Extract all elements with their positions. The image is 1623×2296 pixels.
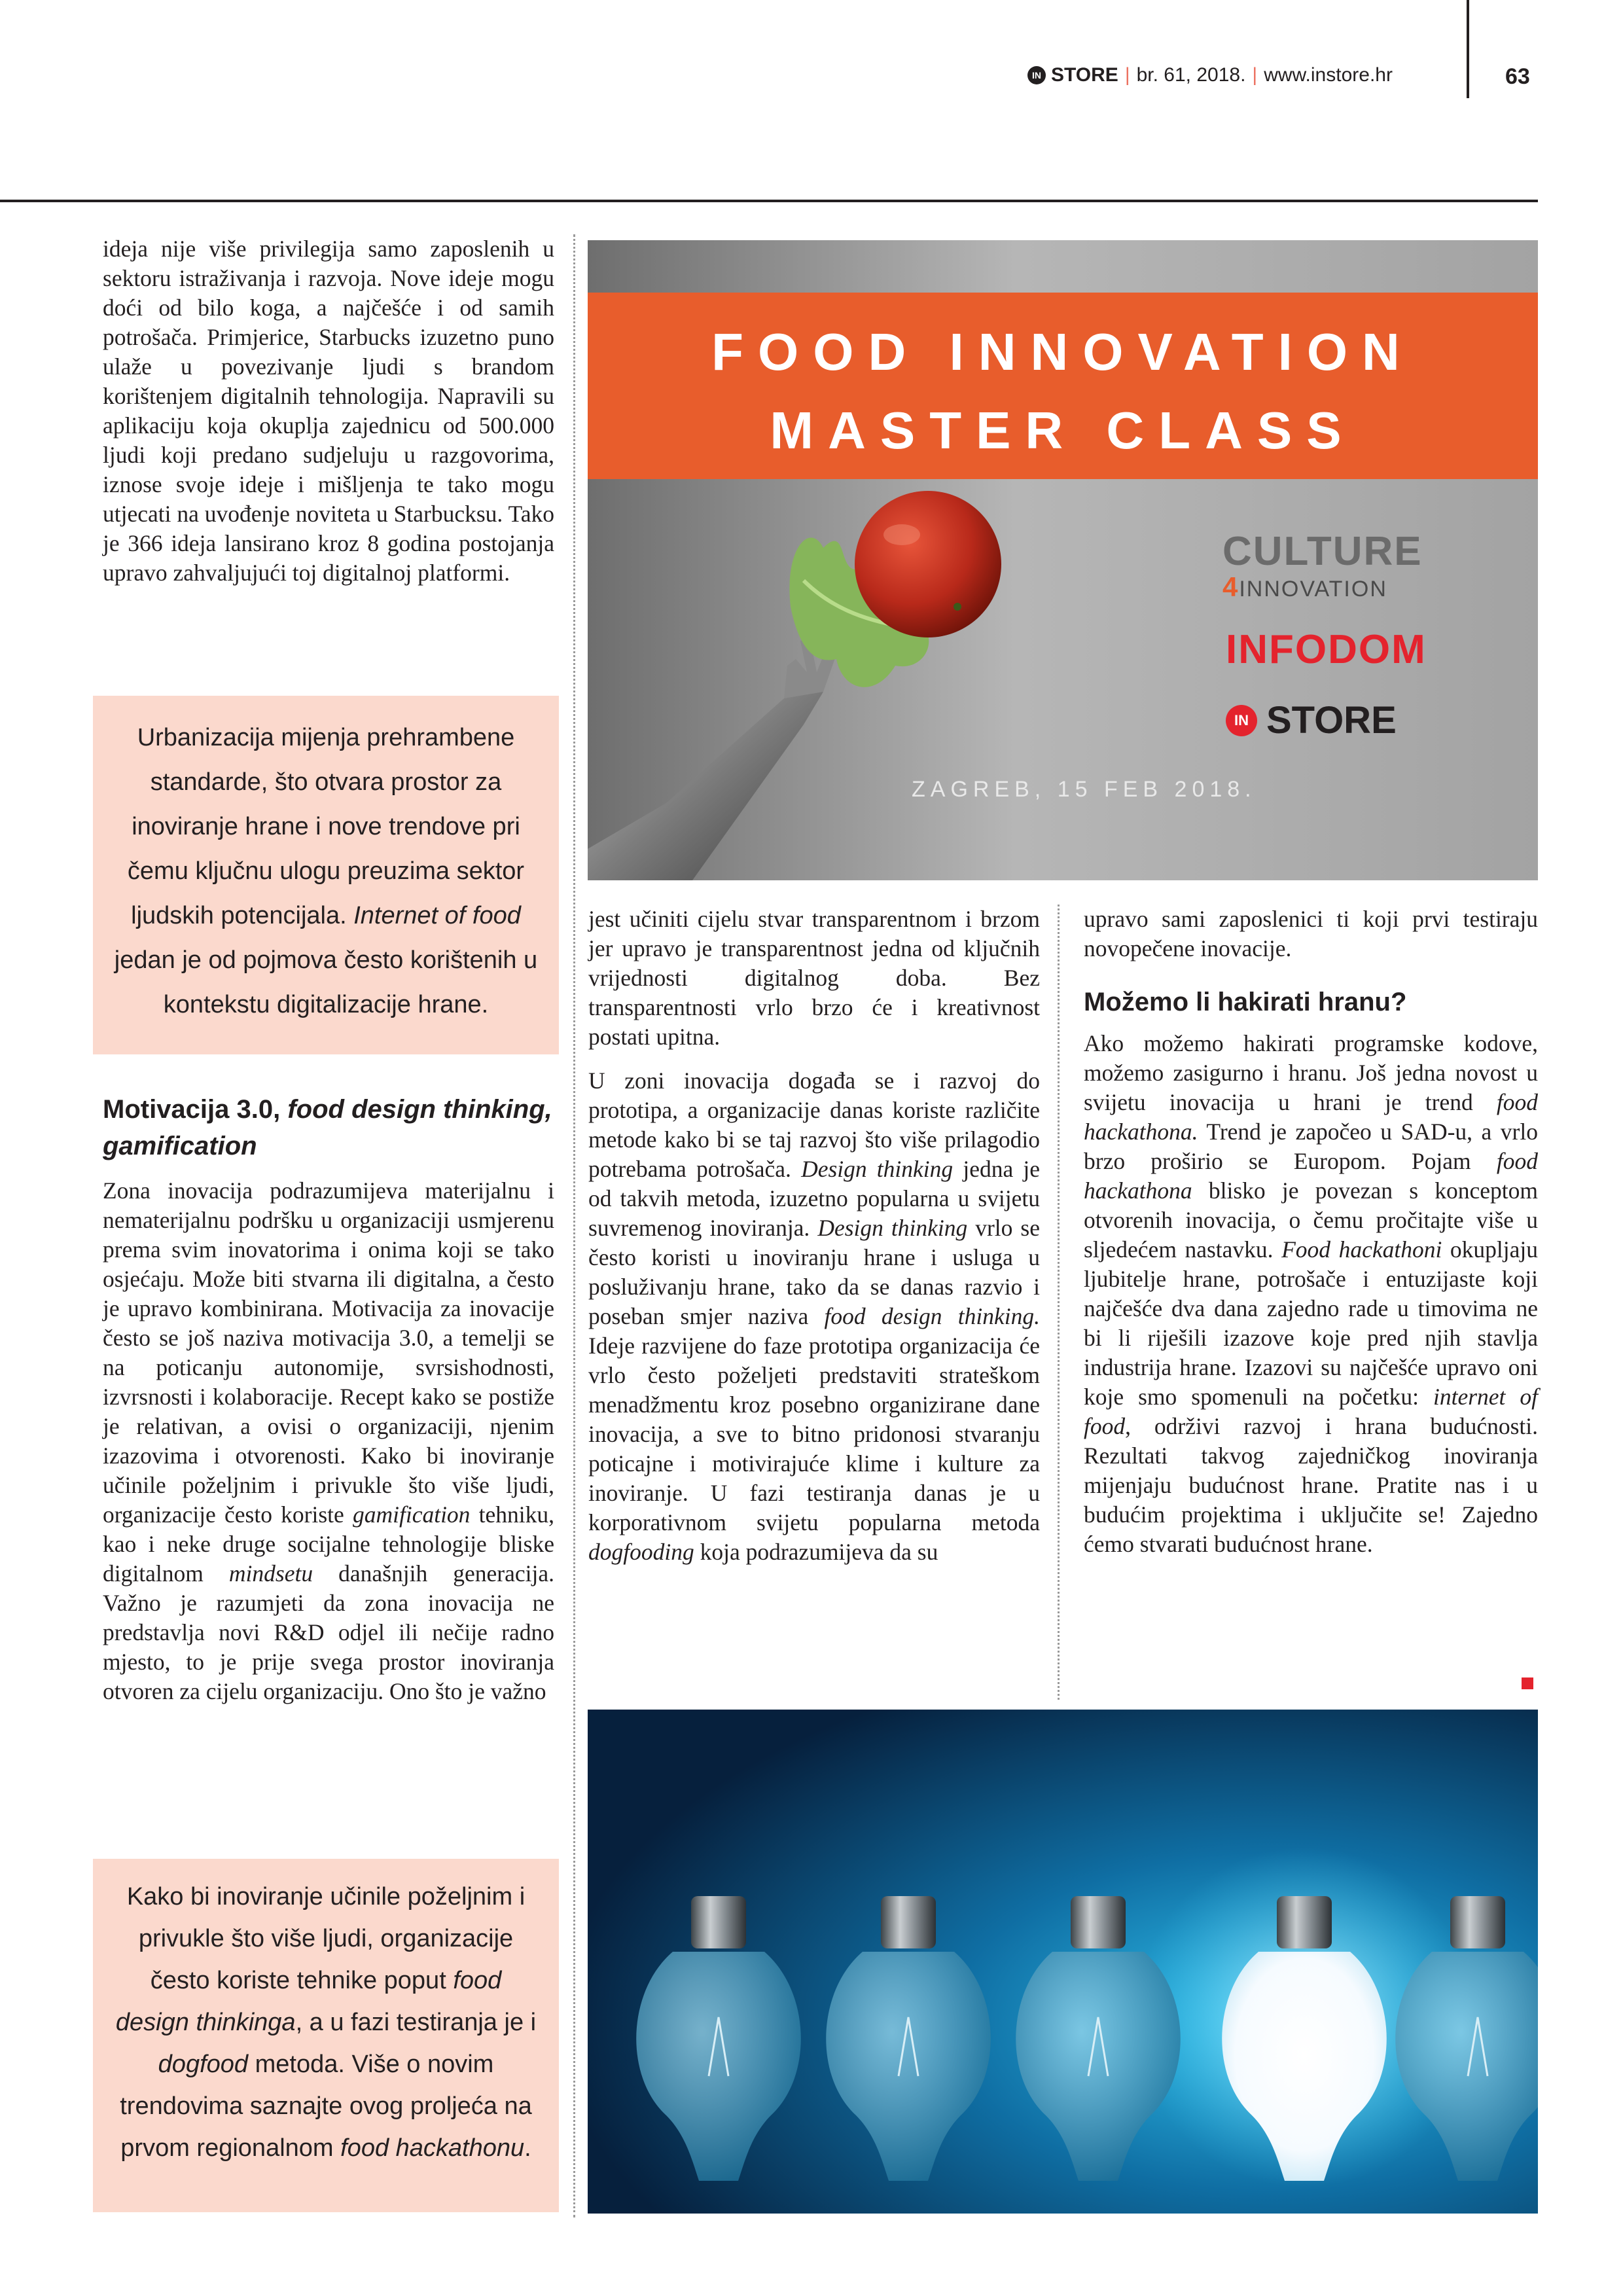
poster-title-line1: FOOD INNOVATION [711, 323, 1414, 381]
instore-logo-icon: IN [1226, 705, 1257, 736]
text-run: koja podrazumijeva da su [694, 1539, 938, 1565]
heading-italic: food design thinking, gamification [103, 1095, 552, 1160]
header-website[interactable]: www.instore.hr [1264, 64, 1393, 86]
pull-quote-text: jedan je od pojmova često korištenih u kontekstu digitalizacije hrane. [114, 946, 538, 1018]
italic-term: Design thinking [817, 1215, 968, 1241]
italic-term: dogfooding [588, 1539, 694, 1565]
pull-quote-text: metoda. Više o novim trendovima saznajte ovog proljeća na prvom regionalnom [120, 2051, 532, 2162]
culture4innovation-logo-sub [1222, 571, 1387, 603]
text-run: Ideje razvijene do faze prototipa organizacija će vrlo često poželjeti predstaviti strateškom menadžmentu kroz posebno organizirane dane inovacija, a sve to bitno pridonosi stvaranju poticajne i motivirajuće klime i kulture za inoviranje. U fazi testiranja danas je u korporativnom svijetu popularna metoda [588, 1333, 1040, 1535]
logo-store-text: STORE [1266, 699, 1397, 742]
left-column-top-text [103, 234, 554, 588]
text-run: Trend je započeo u SAD-u, a vrlo brzo proširio se Europom. Pojam [1084, 1119, 1538, 1174]
italic-term: gamification [352, 1501, 471, 1528]
section-heading-motivacija [103, 1091, 554, 1164]
article-end-mark [1522, 1677, 1533, 1689]
pull-quote-text: Urbanizacija mijenja prehrambene standarde, što otvara prostor za inoviranje hrane i nove trendove pri čemu ključnu ulogu preuzima sektor ljudskih potencijala. [127, 724, 525, 929]
italic-term: food design thinking. [824, 1303, 1040, 1329]
instore-logo [1226, 698, 1397, 742]
header-rule [0, 200, 1538, 202]
paragraph: upravo sami zaposlenici ti koji prvi testiraju novopečene inovacije. [1084, 906, 1538, 961]
text-run: Ako možemo hakirati programske kodove, možemo zasigurno i hranu. Još jedna novost u svijetu inovacija u hrani je trend [1084, 1030, 1538, 1115]
text-run: tehniku, kao i neke druge socijalne tehnologije bliske digitalnom [103, 1501, 554, 1587]
culture4innovation-logo: CULTURE [1222, 529, 1423, 574]
left-column-body [103, 1176, 554, 1706]
paragraph [1084, 1029, 1538, 1559]
column-divider [573, 234, 575, 2217]
text-run: vrlo se često koristi u inoviranju hrane i usluga u posluživanju hrane, tako da se danas razvio i poseban smjer naziva [588, 1215, 1040, 1329]
right-column-body [1084, 905, 1538, 1559]
text-run: blisko je povezan s konceptom otvorenih inovacija, o čemu pročitajte više u sljedećem nastavku. [1084, 1177, 1538, 1263]
pull-quote-text: . [524, 2134, 531, 2162]
pull-quote-text: Kako bi inoviranje učinile poželjnim i privukle što više ljudi, organizacije često koriste tehnike poput [126, 1883, 526, 1994]
logo-innovation: INNOVATION [1239, 577, 1387, 601]
header-issue: br. 61, 2018. [1136, 64, 1246, 86]
paragraph: ideja nije više privilegija samo zaposlenih u sektoru istraživanja i razvoja. Nove ideje mogu doći od bilo koga, a najčešće i od samih potrošača. Primjerice, Starbucks izuzetno puno ulaže u povezivanje ljudi s brandom korištenjem digitalnih tehnologija. Napravili su aplikaciju koja okuplja zajednicu od 500.000 ljudi koji predano sudjeluju u razgovorima, iznose svoje ideje i mišljenja te tako mogu utjecati na uvođenje noviteta u Starbucksu. Tako je 366 ideja lansirano kroz 8 godina postojanja upravo zahvaljujući toj digitalnoj platformi. [103, 236, 554, 586]
italic-term: food hackathona [1084, 1148, 1538, 1204]
italic-term: Food hackathoni [1281, 1236, 1442, 1263]
text-run: okupljaju ljubitelje hrane, potrošače i entuzijaste koji najčešće dva dana zajedno rade u timovima ne bi li riješili izazove koje pred njih stavlja industrija hrane. Izazovi su najčešće upravo oni koje smo spomenuli na početku: [1084, 1236, 1538, 1410]
text-run: U zoni inovacija događa se i razvoj do prototipa, a organizacije danas koriste različite metode kako bi se taj razvoj što više prilagodio potrebama potrošača. [588, 1067, 1040, 1182]
section-heading-hakirati: Možemo li hakirati hranu? [1084, 988, 1407, 1016]
header-vertical-rule [1467, 0, 1469, 98]
running-header [1027, 64, 1393, 86]
text-run: jedna je od takvih metoda, izuzetno popularna u svijetu suvremenog inoviranja. [588, 1156, 1040, 1241]
pull-quote-text: , a u fazi testiranja je i [295, 2009, 537, 2036]
text-run: Zona inovacija podrazumijeva materijalnu i nematerijalnu podršku u organizaciji usmjerenu prema svim inovatorima i onima koji se tako osjećaju. Može biti stvarna ili digitalna, a često je upravo kombinirana. Motivacija za inovacije često se još naziva motivacija 3.0, a temelji se na poticanju autonomije, svrsishodnosti, izvrsnosti i kolaboracije. Recept kako se postiže je relativan, a ovisi o organizaciji, njenim izazovima i otvorenosti. Kako bi inoviranje učinile poželjnim i privukle što više ljudi, organizacije često koriste [103, 1177, 554, 1528]
poster-title-line2: MASTER CLASS [770, 401, 1356, 459]
middle-column-body [588, 905, 1040, 1567]
italic-term: internet of food [1084, 1384, 1538, 1439]
pull-quote-italic: food design thinkinga [115, 1967, 502, 2036]
heading-text: Motivacija 3.0, [103, 1095, 288, 1124]
pull-quote-hackathon [93, 1859, 559, 2212]
infodom-logo: INFODOM [1226, 627, 1427, 672]
paragraph: jest učiniti cijelu stvar transparentnom i brzom jer upravo je transparentnost jedna od ključnih vrijednosti digitalnog doba. Bez transparentnosti vrlo brzo će i kreativnost postati upitna. [588, 906, 1040, 1050]
pull-quote-italic: Internet of food [353, 902, 521, 929]
italic-term: mindsetu [228, 1560, 313, 1587]
text-run: današnjih generacija. Važno je razumjeti da zona inovacija ne predstavlja novi R&D odjel ili nečije radno mjesto, to je prije svega prostor inoviranja otvoren za cijelu organizaciju. Ono što je važno [103, 1560, 554, 1704]
header-separator: | [1124, 64, 1130, 86]
paragraph [588, 1066, 1040, 1567]
page-number: 63 [1505, 64, 1530, 89]
column-divider [1058, 905, 1060, 1700]
paragraph [103, 1176, 554, 1706]
food-innovation-poster [588, 240, 1538, 880]
light-bulbs-photo [588, 1710, 1538, 2214]
pull-quote-italic: food hackathonu [340, 2134, 525, 2162]
header-brand: STORE [1051, 64, 1118, 86]
poster-date: ZAGREB, 15 FEB 2018. [912, 777, 1257, 802]
pull-quote-internet-of-food [93, 696, 559, 1054]
pull-quote-italic: dogfood [158, 2051, 249, 2078]
logo-four: 4 [1222, 571, 1240, 602]
header-separator: | [1252, 64, 1258, 86]
text-run: , održivi razvoj i hrana budućnosti. Rezultati takvog zajedničkog inoviranja mijenjaju budućnost hrane. Pratite nas i u budućim projektima i uključite se! Zajedno ćemo stvarati budućnost hrane. [1084, 1413, 1538, 1557]
italic-term: food hackathona. [1084, 1089, 1538, 1145]
italic-term: Design thinking [801, 1156, 954, 1182]
instore-logo-icon: IN [1027, 66, 1046, 84]
